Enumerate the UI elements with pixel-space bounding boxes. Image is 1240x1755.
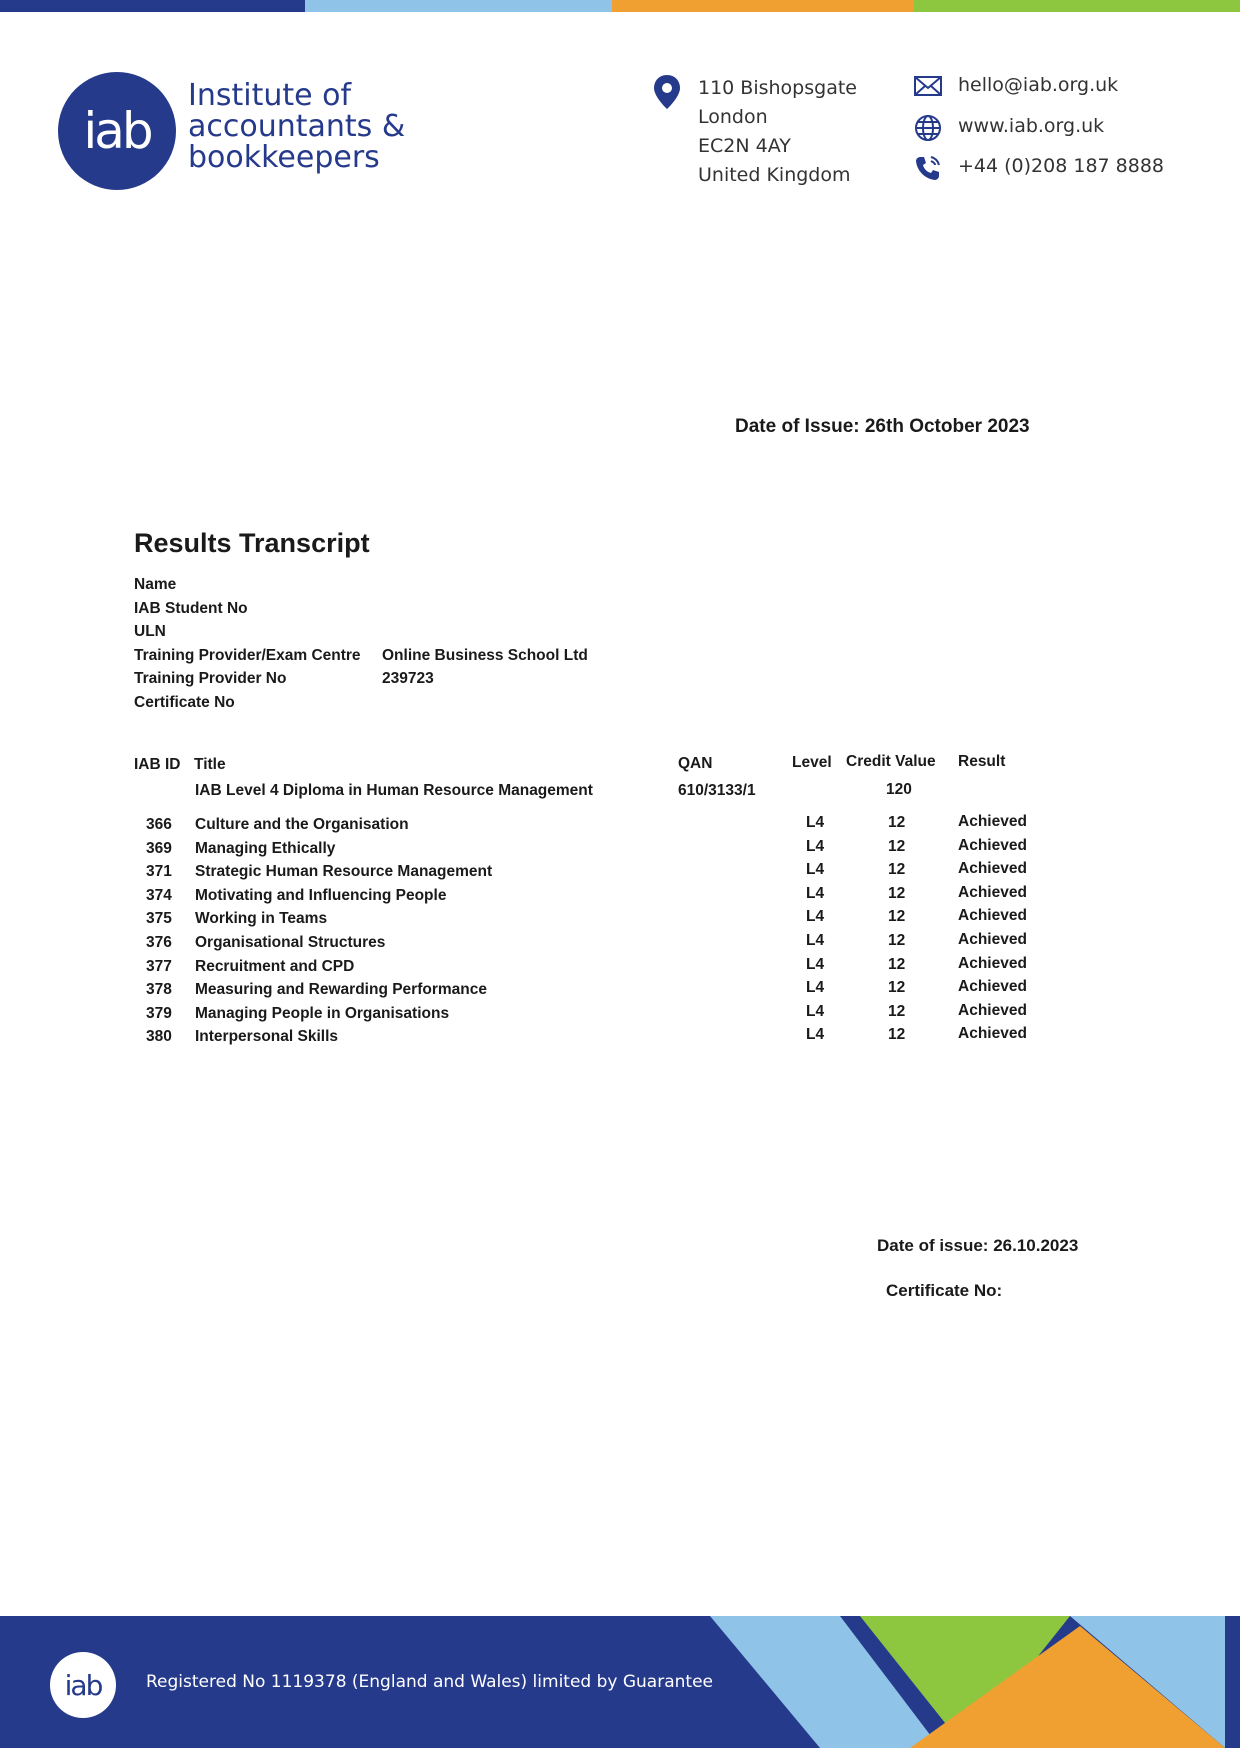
location-pin-icon [653,74,681,110]
email-icon [914,76,942,96]
col-header-iab-id: IAB ID [134,756,181,773]
unit-title: Measuring and Rewarding Performance [195,981,487,999]
unit-credit: 12 [888,1002,906,1020]
info-value: Online Business School Ltd [382,646,588,664]
unit-level: L4 [806,1026,825,1044]
units-table [134,813,1034,1052]
info-value: 239723 [382,670,434,687]
unit-title: Interpersonal Skills [195,1028,338,1046]
unit-title: Organisational Structures [195,933,386,951]
unit-level: L4 [806,814,825,831]
unit-result: Achieved [958,1025,1027,1043]
footer [0,1616,1240,1748]
unit-id: 379 [146,1004,172,1022]
phone-icon [914,154,942,182]
table-row [134,907,1034,934]
col-header-level: Level [792,754,832,771]
unit-level: L4 [806,955,825,973]
page-title: Results Transcript [134,528,370,558]
unit-level: L4 [806,931,825,949]
table-row [134,860,1034,887]
unit-id: 380 [146,1028,172,1046]
footer-graphic [680,1616,1240,1748]
col-header-result: Result [958,753,1006,770]
qualification-title: IAB Level 4 Diploma in Human Resource Management [195,782,593,799]
unit-level: L4 [806,837,825,855]
unit-title: Recruitment and CPD [195,957,355,975]
unit-result: Achieved [958,860,1027,878]
unit-id: 377 [146,957,172,975]
unit-id: 378 [146,981,172,999]
col-header-qan: QAN [678,755,713,772]
unit-level: L4 [806,1002,825,1020]
unit-title: Motivating and Influencing People [195,886,447,904]
org-name-line: accountants & [188,109,406,144]
table-row [134,954,1034,982]
org-name-line: bookkeepers [188,140,380,175]
unit-credit: 12 [888,979,906,997]
unit-id: 369 [146,839,172,857]
unit-title: Managing People in Organisations [195,1004,450,1022]
unit-result: Achieved [958,813,1027,830]
unit-title: Managing Ethically [195,839,336,857]
stripe-segment [914,0,1240,12]
phone-number[interactable]: +44 (0)208 187 8888 [958,155,1165,177]
unit-credit: 12 [888,908,906,926]
org-name [188,80,405,173]
unit-title: Working in Teams [195,910,328,928]
unit-result: Achieved [958,1001,1027,1019]
qualification-credit: 120 [886,781,912,798]
address-line: United Kingdom [698,164,851,186]
unit-level: L4 [806,884,825,902]
date-of-issue-top: Date of Issue: 26th October 2023 [735,416,1030,437]
unit-credit: 12 [888,861,906,879]
footer-logo: iab [50,1652,116,1718]
footer-registration-text: Registered No 1119378 (England and Wales) limited by Guarantee [146,1672,713,1692]
address-line: 110 Bishopsgate [698,77,857,99]
address-line: London [698,106,768,128]
globe-icon [914,114,942,142]
table-row [134,1025,1034,1052]
unit-id: 375 [146,910,172,928]
top-color-stripe [0,0,1240,12]
unit-title: Culture and the Organisation [195,816,409,833]
unit-result: Achieved [958,930,1027,948]
info-label: Name [134,576,177,593]
unit-id: 366 [146,816,172,833]
unit-result: Achieved [958,954,1027,972]
unit-title: Strategic Human Resource Management [195,863,493,881]
org-name-line: Institute of [188,78,352,113]
website-link[interactable]: www.iab.org.uk [958,115,1105,137]
table-row [134,978,1034,1005]
unit-credit: 12 [888,837,906,855]
unit-result: Achieved [958,883,1027,901]
unit-result: Achieved [958,907,1027,925]
unit-credit: 12 [888,931,906,949]
unit-level: L4 [806,908,825,926]
stripe-segment [612,0,914,12]
col-header-credit-value: Credit Value [846,753,936,770]
unit-credit: 12 [888,884,906,902]
stripe-segment [305,0,612,12]
info-label: Certificate No [134,693,235,711]
unit-id: 376 [146,933,172,951]
table-row [134,883,1034,911]
unit-level: L4 [806,979,825,997]
table-row [134,930,1034,958]
table-row [134,813,1034,840]
address-line: EC2N 4AY [698,135,791,157]
col-header-title: Title [194,756,226,773]
unit-level: L4 [806,861,825,879]
table-row [134,1001,1034,1029]
iab-logo: iab [58,72,176,190]
address [698,74,857,190]
certificate-no: Certificate No: [886,1281,1003,1300]
email-link[interactable]: hello@iab.org.uk [958,74,1119,96]
unit-id: 371 [146,863,172,881]
info-label: IAB Student No [134,599,248,617]
info-label: ULN [134,623,166,640]
unit-credit: 12 [888,1026,906,1044]
unit-result: Achieved [958,836,1027,854]
info-label: Training Provider No [134,670,287,687]
info-label: Training Provider/Exam Centre [134,646,361,664]
table-row [134,836,1034,864]
date-of-issue-bottom: Date of issue: 26.10.2023 [877,1236,1079,1255]
unit-credit: 12 [888,955,906,973]
stripe-segment [0,0,305,12]
unit-credit: 12 [888,814,906,831]
unit-id: 374 [146,886,172,904]
qualification-qan: 610/3133/1 [678,782,756,799]
unit-result: Achieved [958,978,1027,996]
